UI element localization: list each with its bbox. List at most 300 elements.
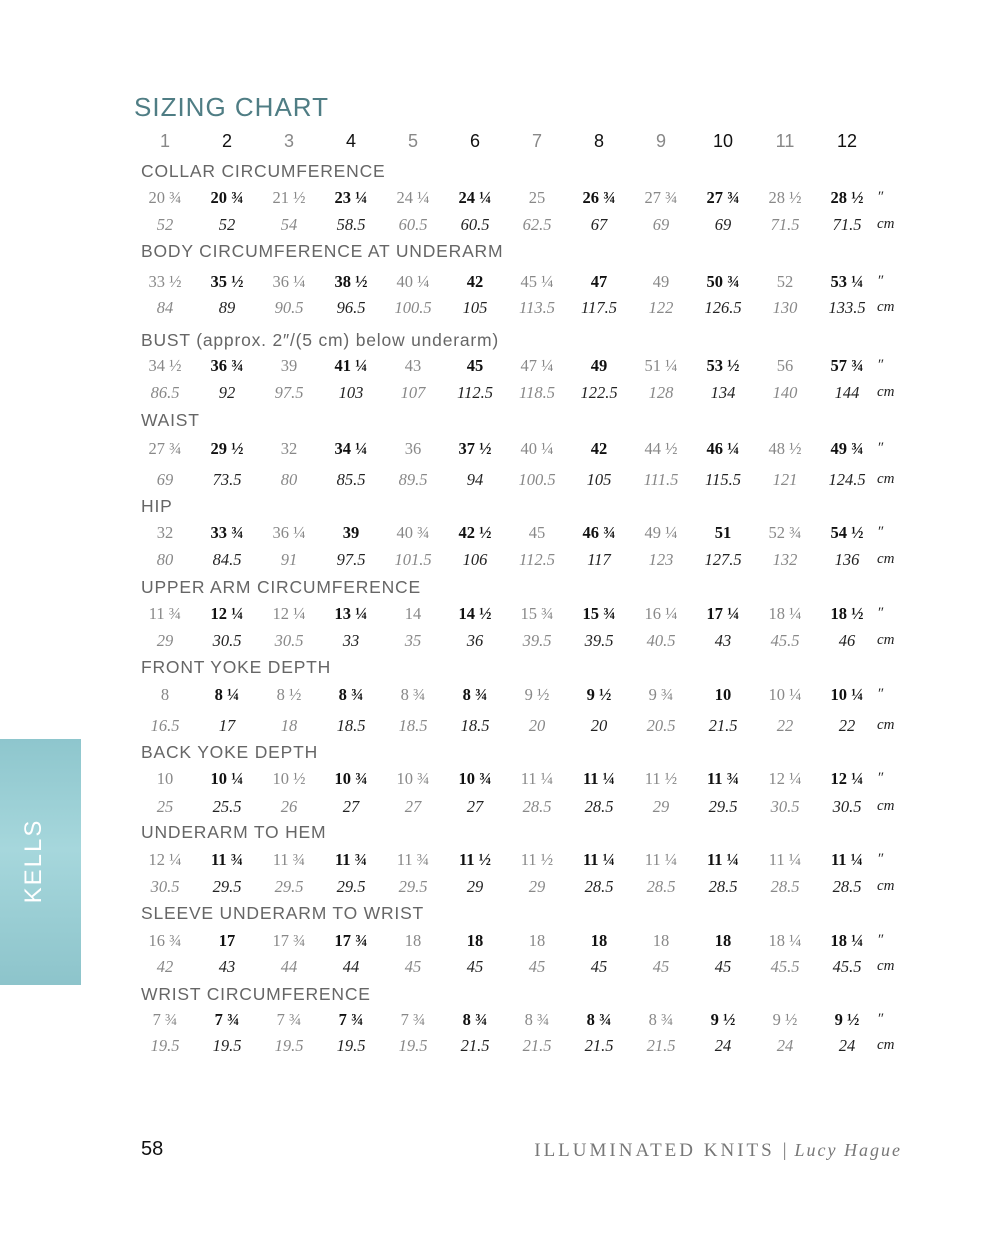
table-cell: 127.5 (704, 550, 742, 569)
table-cell: 16 ¾ (148, 931, 182, 950)
table-cell: 69 (652, 215, 670, 234)
size-number: 2 (221, 131, 232, 151)
table-cell: 35 (404, 631, 422, 650)
table-cell: 9 ¾ (648, 685, 674, 704)
table-cell: 53 ¼ (830, 272, 864, 291)
cm-unit-label: cm (877, 717, 895, 733)
side-tab-label: KELLS (20, 818, 47, 904)
inches-row (0, 439, 1000, 463)
size-number: 3 (283, 131, 294, 151)
table-cell: 11 ¾ (706, 769, 740, 788)
table-cell: 44 (342, 957, 360, 976)
table-cell: 105 (586, 470, 612, 489)
table-cell: 11 ¼ (768, 850, 802, 869)
table-cell: 37 ½ (458, 439, 492, 458)
table-cell: 48 ½ (768, 439, 802, 458)
table-cell: 105 (462, 298, 488, 317)
table-cell: 39 (280, 356, 298, 375)
table-cell: 7 ¾ (338, 1010, 364, 1029)
table-cell: 18.5 (460, 716, 490, 735)
table-cell: 128 (648, 383, 674, 402)
table-cell: 20.5 (646, 716, 676, 735)
table-cell: 28.5 (584, 877, 614, 896)
table-cell: 80 (280, 470, 298, 489)
footer-separator: | (782, 1140, 787, 1161)
table-cell: 26 (280, 797, 298, 816)
table-cell: 40.5 (646, 631, 676, 650)
table-cell: 36 ¾ (210, 356, 244, 375)
table-cell: 42 (466, 272, 484, 291)
table-cell: 41 ¼ (334, 356, 368, 375)
table-cell: 9 ½ (586, 685, 612, 704)
table-cell: 11 ¼ (582, 850, 616, 869)
inches-row (0, 523, 1000, 547)
table-cell: 8 ½ (276, 685, 302, 704)
table-cell: 14 (404, 604, 422, 623)
table-cell: 24 (838, 1036, 856, 1055)
table-cell: 29.5 (336, 877, 366, 896)
section-label: UNDERARM TO HEM (141, 822, 327, 842)
table-cell: 10 ¼ (210, 769, 244, 788)
table-cell: 11 ½ (644, 769, 678, 788)
table-cell: 45 (404, 957, 422, 976)
table-cell: 62.5 (522, 215, 552, 234)
table-cell: 29 (528, 877, 546, 896)
table-cell: 33 (342, 631, 360, 650)
table-cell: 117.5 (581, 298, 617, 317)
table-cell: 28.5 (770, 877, 800, 896)
table-cell: 8 ¼ (214, 685, 240, 704)
table-cell: 56 (776, 356, 794, 375)
table-cell: 90.5 (274, 298, 304, 317)
table-cell: 49 (590, 356, 608, 375)
table-cell: 28 ½ (830, 188, 864, 207)
table-cell: 28.5 (522, 797, 552, 816)
table-cell: 112.5 (457, 383, 493, 402)
table-cell: 38 ½ (334, 272, 368, 291)
table-cell: 24 (776, 1036, 794, 1055)
table-cell: 44 ½ (644, 439, 678, 458)
table-cell: 43 (218, 957, 236, 976)
table-cell: 45.5 (770, 957, 800, 976)
table-cell: 94 (466, 470, 484, 489)
table-cell: 18 (590, 931, 608, 950)
size-number: 7 (531, 131, 542, 151)
section-label: FRONT YOKE DEPTH (141, 657, 332, 677)
table-cell: 29.5 (708, 797, 738, 816)
size-number: 9 (655, 131, 666, 151)
page-title: SIZING CHART (134, 92, 329, 122)
table-cell: 103 (338, 383, 364, 402)
table-cell: 140 (772, 383, 798, 402)
inch-unit-label: ″ (877, 189, 884, 205)
table-cell: 115.5 (705, 470, 741, 489)
table-cell: 23 ¼ (334, 188, 368, 207)
table-cell: 100.5 (394, 298, 432, 317)
table-cell: 35 ½ (210, 272, 244, 291)
table-cell: 30.5 (274, 631, 304, 650)
table-cell: 122.5 (580, 383, 618, 402)
footer-book-title: ILLUMINATED KNITS (534, 1140, 775, 1161)
table-cell: 30.5 (770, 797, 800, 816)
table-cell: 9 ½ (834, 1010, 860, 1029)
table-cell: 17 (218, 931, 236, 950)
table-cell: 97.5 (274, 383, 304, 402)
table-cell: 21.5 (522, 1036, 552, 1055)
table-cell: 11 ¼ (582, 769, 616, 788)
table-cell: 12 ¼ (830, 769, 864, 788)
size-number: 10 (712, 131, 734, 151)
table-cell: 45 (466, 957, 484, 976)
table-cell: 18 (528, 931, 546, 950)
table-cell: 122 (648, 298, 674, 317)
table-cell: 22 (776, 716, 794, 735)
table-cell: 29.5 (398, 877, 428, 896)
table-cell: 33 ½ (148, 272, 182, 291)
table-cell: 43 (714, 631, 732, 650)
table-cell: 8 ¾ (586, 1010, 612, 1029)
table-cell: 92 (218, 383, 236, 402)
table-cell: 36 ¼ (272, 523, 306, 542)
table-cell: 40 ¼ (520, 439, 554, 458)
inch-unit-label: ″ (877, 273, 884, 289)
table-cell: 8 ¾ (462, 1010, 488, 1029)
table-cell: 49 ¾ (830, 439, 864, 458)
table-cell: 21.5 (460, 1036, 490, 1055)
table-cell: 45 (466, 356, 484, 375)
table-cell: 15 ¾ (582, 604, 616, 623)
table-cell: 29 (466, 877, 484, 896)
table-cell: 11 ½ (520, 850, 554, 869)
cm-unit-label: cm (877, 216, 895, 232)
table-cell: 133.5 (828, 298, 866, 317)
table-cell: 36 ¼ (272, 272, 306, 291)
table-cell: 27 (466, 797, 484, 816)
table-cell: 27 ¾ (706, 188, 740, 207)
table-cell: 130 (772, 298, 798, 317)
table-cell: 8 ¾ (648, 1010, 674, 1029)
inches-row (0, 604, 1000, 628)
table-cell: 21.5 (646, 1036, 676, 1055)
table-cell: 45 (528, 957, 546, 976)
cm-unit-label: cm (877, 632, 895, 648)
inch-unit-label: ″ (877, 686, 884, 702)
table-cell: 24 ¼ (396, 188, 430, 207)
table-cell: 8 ¾ (524, 1010, 550, 1029)
table-cell: 18 (404, 931, 422, 950)
page-number: 58 (141, 1138, 164, 1160)
table-cell: 21 ½ (272, 188, 306, 207)
inches-row (0, 272, 1000, 296)
table-cell: 20 ¾ (210, 188, 244, 207)
table-cell: 11 ¾ (272, 850, 306, 869)
cm-unit-label: cm (877, 551, 895, 567)
table-cell: 19.5 (274, 1036, 304, 1055)
table-cell: 118.5 (519, 383, 555, 402)
table-cell: 44 (280, 957, 298, 976)
table-cell: 36 (404, 439, 422, 458)
table-cell: 30.5 (832, 797, 862, 816)
table-cell: 10 ¾ (458, 769, 492, 788)
section-label: WRIST CIRCUMFERENCE (141, 984, 371, 1004)
inch-unit-label: ″ (877, 605, 884, 621)
table-cell: 12 ¼ (272, 604, 306, 623)
table-cell: 18 (280, 716, 298, 735)
table-cell: 11 ¼ (706, 850, 740, 869)
table-cell: 8 ¾ (462, 685, 488, 704)
table-cell: 132 (772, 550, 798, 569)
cm-unit-label: cm (877, 798, 895, 814)
table-cell: 7 ¾ (276, 1010, 302, 1029)
table-cell: 20 ¾ (148, 188, 182, 207)
table-cell: 10 ½ (272, 769, 306, 788)
size-number: 6 (469, 131, 480, 151)
table-cell: 11 ¾ (210, 850, 244, 869)
table-cell: 28.5 (708, 877, 738, 896)
table-cell: 18.5 (398, 716, 428, 735)
table-cell: 86.5 (150, 383, 180, 402)
inch-unit-label: ″ (877, 1011, 884, 1027)
table-cell: 46 (838, 631, 856, 650)
table-cell: 40 ¼ (396, 272, 430, 291)
table-cell: 89 (218, 298, 236, 317)
table-cell: 19.5 (398, 1036, 428, 1055)
table-cell: 113.5 (519, 298, 555, 317)
table-cell: 54 (280, 215, 298, 234)
cm-row (0, 1036, 1000, 1060)
table-cell: 29.5 (274, 877, 304, 896)
cm-row (0, 550, 1000, 574)
inch-unit-label: ″ (877, 524, 884, 540)
table-cell: 16 ¼ (644, 604, 678, 623)
table-cell: 50 ¾ (706, 272, 740, 291)
table-cell: 11 ¾ (396, 850, 430, 869)
section-label: WAIST (141, 410, 200, 430)
table-cell: 19.5 (212, 1036, 242, 1055)
table-cell: 144 (834, 383, 860, 402)
table-cell: 134 (710, 383, 736, 402)
table-cell: 28 ½ (768, 188, 802, 207)
table-cell: 18 (652, 931, 670, 950)
inches-row (0, 356, 1000, 380)
table-cell: 15 ¾ (520, 604, 554, 623)
table-cell: 52 (218, 215, 236, 234)
table-cell: 29 ½ (210, 439, 244, 458)
table-cell: 60.5 (398, 215, 428, 234)
table-cell: 107 (400, 383, 426, 402)
table-cell: 34 ¼ (334, 439, 368, 458)
inches-row (0, 685, 1000, 709)
table-cell: 80 (156, 550, 174, 569)
table-cell: 71.5 (832, 215, 862, 234)
table-cell: 124.5 (828, 470, 866, 489)
table-cell: 8 (160, 685, 170, 704)
table-cell: 53 ½ (706, 356, 740, 375)
table-cell: 32 (156, 523, 174, 542)
table-cell: 21.5 (584, 1036, 614, 1055)
table-cell: 36 (466, 631, 484, 650)
table-cell: 10 (714, 685, 732, 704)
table-cell: 26 ¾ (582, 188, 616, 207)
cm-row (0, 631, 1000, 655)
table-cell: 58.5 (336, 215, 366, 234)
table-cell: 111.5 (643, 470, 679, 489)
table-cell: 47 ¼ (520, 356, 554, 375)
table-cell: 10 ¾ (334, 769, 368, 788)
table-cell: 84.5 (212, 550, 242, 569)
table-cell: 101.5 (394, 550, 432, 569)
table-cell: 18 ¼ (768, 931, 802, 950)
table-cell: 9 ½ (524, 685, 550, 704)
table-cell: 20 (590, 716, 608, 735)
inch-unit-label: ″ (877, 851, 884, 867)
table-cell: 8 ¾ (338, 685, 364, 704)
table-cell: 10 ¼ (768, 685, 802, 704)
table-cell: 51 (714, 523, 732, 542)
table-cell: 52 (776, 272, 794, 291)
table-cell: 7 ¾ (152, 1010, 178, 1029)
table-cell: 49 ¼ (644, 523, 678, 542)
cm-unit-label: cm (877, 1037, 895, 1053)
table-cell: 12 ¼ (210, 604, 244, 623)
table-cell: 7 ¾ (400, 1010, 426, 1029)
table-cell: 45 (652, 957, 670, 976)
cm-row (0, 957, 1000, 981)
table-cell: 106 (462, 550, 488, 569)
table-cell: 25.5 (212, 797, 242, 816)
table-cell: 12 ¼ (148, 850, 182, 869)
table-cell: 52 ¾ (768, 523, 802, 542)
cm-row (0, 383, 1000, 407)
table-cell: 28.5 (584, 797, 614, 816)
table-cell: 45 (590, 957, 608, 976)
cm-row (0, 877, 1000, 901)
size-number: 11 (775, 131, 795, 151)
inch-unit-label: ″ (877, 357, 884, 373)
inches-row (0, 769, 1000, 793)
inches-row (0, 188, 1000, 212)
inch-unit-label: ″ (877, 440, 884, 456)
table-cell: 45.5 (770, 631, 800, 650)
cm-row (0, 470, 1000, 494)
size-number: 4 (345, 131, 356, 151)
section-label: BUST (approx. 2″/(5 cm) below underarm) (141, 330, 500, 350)
table-cell: 11 ¾ (148, 604, 182, 623)
table-cell: 71.5 (770, 215, 800, 234)
table-cell: 112.5 (519, 550, 555, 569)
table-cell: 11 ½ (458, 850, 492, 869)
table-cell: 20 (528, 716, 546, 735)
table-cell: 39.5 (522, 631, 552, 650)
section-label: SLEEVE UNDERARM TO WRIST (141, 903, 425, 923)
inch-unit-label: ″ (877, 770, 884, 786)
table-cell: 18 ½ (830, 604, 864, 623)
table-cell: 9 ½ (772, 1010, 798, 1029)
cm-unit-label: cm (877, 958, 895, 974)
table-cell: 17 ¼ (706, 604, 740, 623)
table-cell: 73.5 (212, 470, 242, 489)
size-number: 1 (159, 131, 170, 151)
table-cell: 47 (590, 272, 608, 291)
inches-row (0, 931, 1000, 955)
table-cell: 136 (834, 550, 860, 569)
table-cell: 42 (590, 439, 608, 458)
table-cell: 28.5 (646, 877, 676, 896)
table-cell: 28.5 (832, 877, 862, 896)
size-number: 12 (836, 131, 858, 151)
table-cell: 42 ½ (458, 523, 492, 542)
cm-row (0, 797, 1000, 821)
table-cell: 45 (528, 523, 546, 542)
table-cell: 10 (156, 769, 174, 788)
table-cell: 24 (714, 1036, 732, 1055)
table-cell: 24 ¼ (458, 188, 492, 207)
section-label: COLLAR CIRCUMFERENCE (141, 161, 386, 181)
table-cell: 12 ¼ (768, 769, 802, 788)
table-cell: 34 ½ (148, 356, 182, 375)
table-cell: 84 (156, 298, 174, 317)
cm-row (0, 215, 1000, 239)
table-cell: 21.5 (708, 716, 738, 735)
table-cell: 25 (156, 797, 174, 816)
table-cell: 17 ¾ (334, 931, 368, 950)
table-cell: 16.5 (150, 716, 180, 735)
inches-row (0, 850, 1000, 874)
table-cell: 11 ¼ (830, 850, 864, 869)
table-cell: 123 (648, 550, 674, 569)
table-cell: 91 (280, 550, 298, 569)
table-cell: 60.5 (460, 215, 490, 234)
table-cell: 33 ¾ (210, 523, 244, 542)
table-cell: 45.5 (832, 957, 862, 976)
table-cell: 11 ¼ (644, 850, 678, 869)
table-cell: 27 ¾ (148, 439, 182, 458)
table-cell: 85.5 (336, 470, 366, 489)
table-cell: 10 ¼ (830, 685, 864, 704)
size-number: 8 (593, 131, 604, 151)
table-cell: 51 ¼ (644, 356, 678, 375)
table-cell: 54 ½ (830, 523, 864, 542)
table-cell: 67 (590, 215, 608, 234)
cm-unit-label: cm (877, 384, 895, 400)
table-cell: 100.5 (518, 470, 556, 489)
table-cell: 46 ¾ (582, 523, 616, 542)
inch-unit-label: ″ (877, 932, 884, 948)
table-cell: 69 (156, 470, 174, 489)
table-cell: 8 ¾ (400, 685, 426, 704)
table-cell: 27 (404, 797, 422, 816)
table-cell: 32 (280, 439, 298, 458)
size-header-row (0, 131, 1000, 157)
table-cell: 9 ½ (710, 1010, 736, 1029)
table-cell: 17 ¾ (272, 931, 306, 950)
table-cell: 45 ¼ (520, 272, 554, 291)
table-cell: 126.5 (704, 298, 742, 317)
table-cell: 29 (652, 797, 670, 816)
table-cell: 39 (342, 523, 360, 542)
table-cell: 42 (156, 957, 174, 976)
table-cell: 27 (342, 797, 360, 816)
table-cell: 18 (466, 931, 484, 950)
table-cell: 46 ¼ (706, 439, 740, 458)
table-cell: 30.5 (150, 877, 180, 896)
inches-row (0, 1010, 1000, 1034)
table-cell: 11 ¾ (334, 850, 368, 869)
table-cell: 19.5 (150, 1036, 180, 1055)
table-cell: 45 (714, 957, 732, 976)
cm-row (0, 716, 1000, 740)
table-cell: 117 (587, 550, 611, 569)
